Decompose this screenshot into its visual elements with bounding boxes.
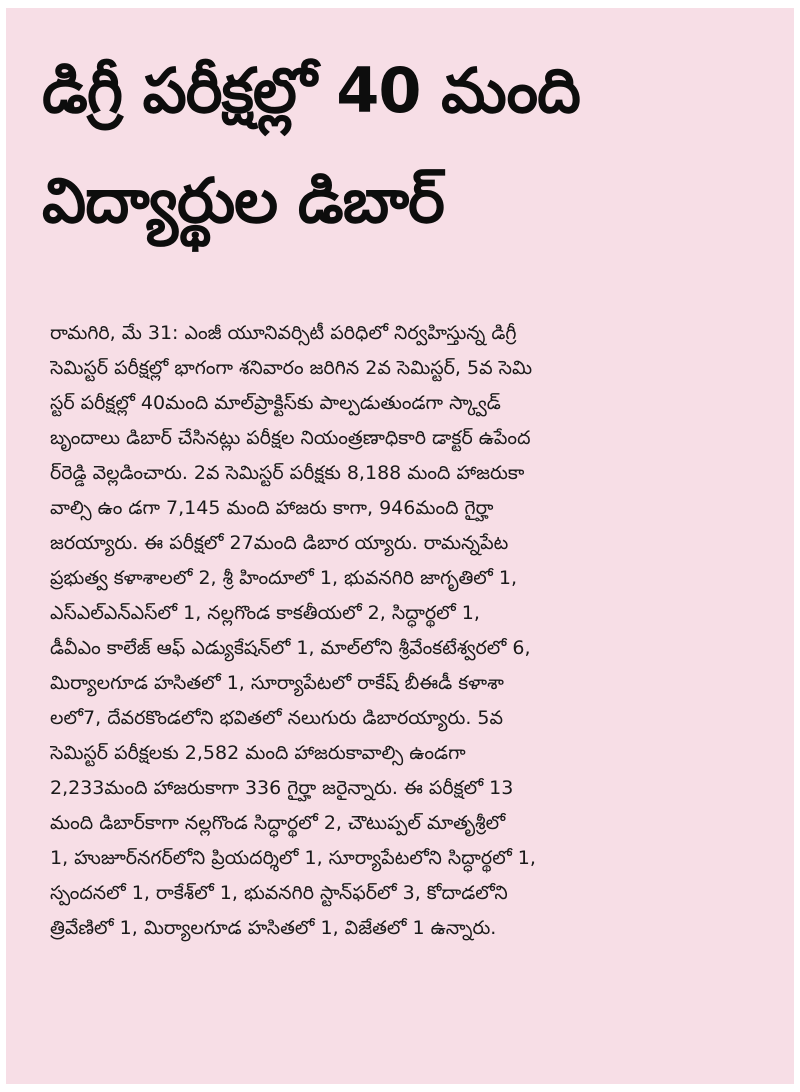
article-line: వాల్సి ఉం డగా 7,145 మంది హాజరు కాగా, 946మంది గైర్హా bbox=[50, 497, 494, 519]
article-line: సెమిస్టర్ పరీక్షలకు 2,582 మంది హాజరుకావాల్సి ఉండగా bbox=[50, 742, 466, 764]
headline-line-1: డిగ్రీ పరీక్షల్లో 40 మంది bbox=[42, 54, 580, 127]
article-line: ఎస్‌ఎల్‌ఎన్‌ఎస్‌లో 1, నల్లగొండ కాకతీయలో 2, సిద్ధార్థలో 1, bbox=[50, 602, 480, 624]
article-line: మిర్యాలగూడ హసితలో 1, సూర్యాపేటలో రాకేష్ బీఈడీ కళాశా bbox=[50, 672, 504, 694]
article-line: బృందాలు డిబార్ చేసినట్లు పరీక్షల నియంత్రణాధికారి డాక్టర్ ఉపేంద bbox=[50, 427, 531, 449]
article-line: స్టర్ పరీక్షల్లో 40మంది మాల్‌ప్రాక్టిస్‌కు పాల్పడుతుండగా స్క్వాడ్ bbox=[50, 392, 501, 414]
article-line: మంది డిబార్‌కాగా నల్లగొండ సిద్ధార్థలో 2, చౌటుప్పల్ మాతృశ్రీలో bbox=[50, 812, 506, 834]
article-line: ప్రభుత్వ కళాశాలలో 2, శ్రీ హిందూలో 1, భువనగిరి జాగృతిలో 1, bbox=[50, 567, 518, 589]
article-line: త్రివేణిలో 1, మిర్యాలగూడ హసితలో 1, విజేతలో 1 ఉన్నారు. bbox=[50, 917, 497, 939]
article-line: 2,233మంది హాజరుకాగా 336 గైర్హా జరైన్నారు. ఈ పరీక్షలో 13 bbox=[50, 777, 514, 799]
article-line: రామగిరి, మే 31: ఎంజీ యూనివర్సిటీ పరిధిలో నిర్వహిస్తున్న డిగ్రీ bbox=[50, 322, 517, 344]
article-body bbox=[50, 316, 778, 946]
article-line: డీవీఎం కాలేజ్ ఆఫ్ ఎడ్యుకేషన్‌లో 1, మాల్‌లోని శ్రీవేంకటేశ్వరలో 6, bbox=[50, 637, 531, 659]
article-line: 1, హుజూర్‌నగర్‌లోని ప్రియదర్శిలో 1, సూర్యాపేటలోని సిద్ధార్థలో 1, bbox=[50, 847, 536, 869]
news-clipping bbox=[6, 8, 794, 1084]
article-line: సెమిస్టర్ పరీక్షల్లో భాగంగా శనివారం జరిగిన 2వ సెమిస్టర్, 5వ సెమి bbox=[50, 357, 533, 379]
headline bbox=[6, 8, 794, 256]
article-line: జరయ్యారు. ఈ పరీక్షలో 27మంది డిబార య్యారు. రామన్నపేట bbox=[50, 532, 509, 554]
article-line: లలో7, దేవరకొండలోని భవితలో నలుగురు డిబారయ్యారు. 5వ bbox=[50, 707, 503, 729]
headline-line-2: విద్యార్థుల డిబార్ bbox=[42, 164, 444, 237]
article-line: స్పందనలో 1, రాకేశ్‌లో 1, భువనగిరి స్టాన్‌ఫర్‌లో 3, కోదాడలోని bbox=[50, 882, 508, 904]
article-line: ర్‌రెడ్డి వెల్లడించారు. 2వ సెమిస్టర్ పరీక్షకు 8,188 మంది హాజరుకా bbox=[50, 462, 525, 484]
